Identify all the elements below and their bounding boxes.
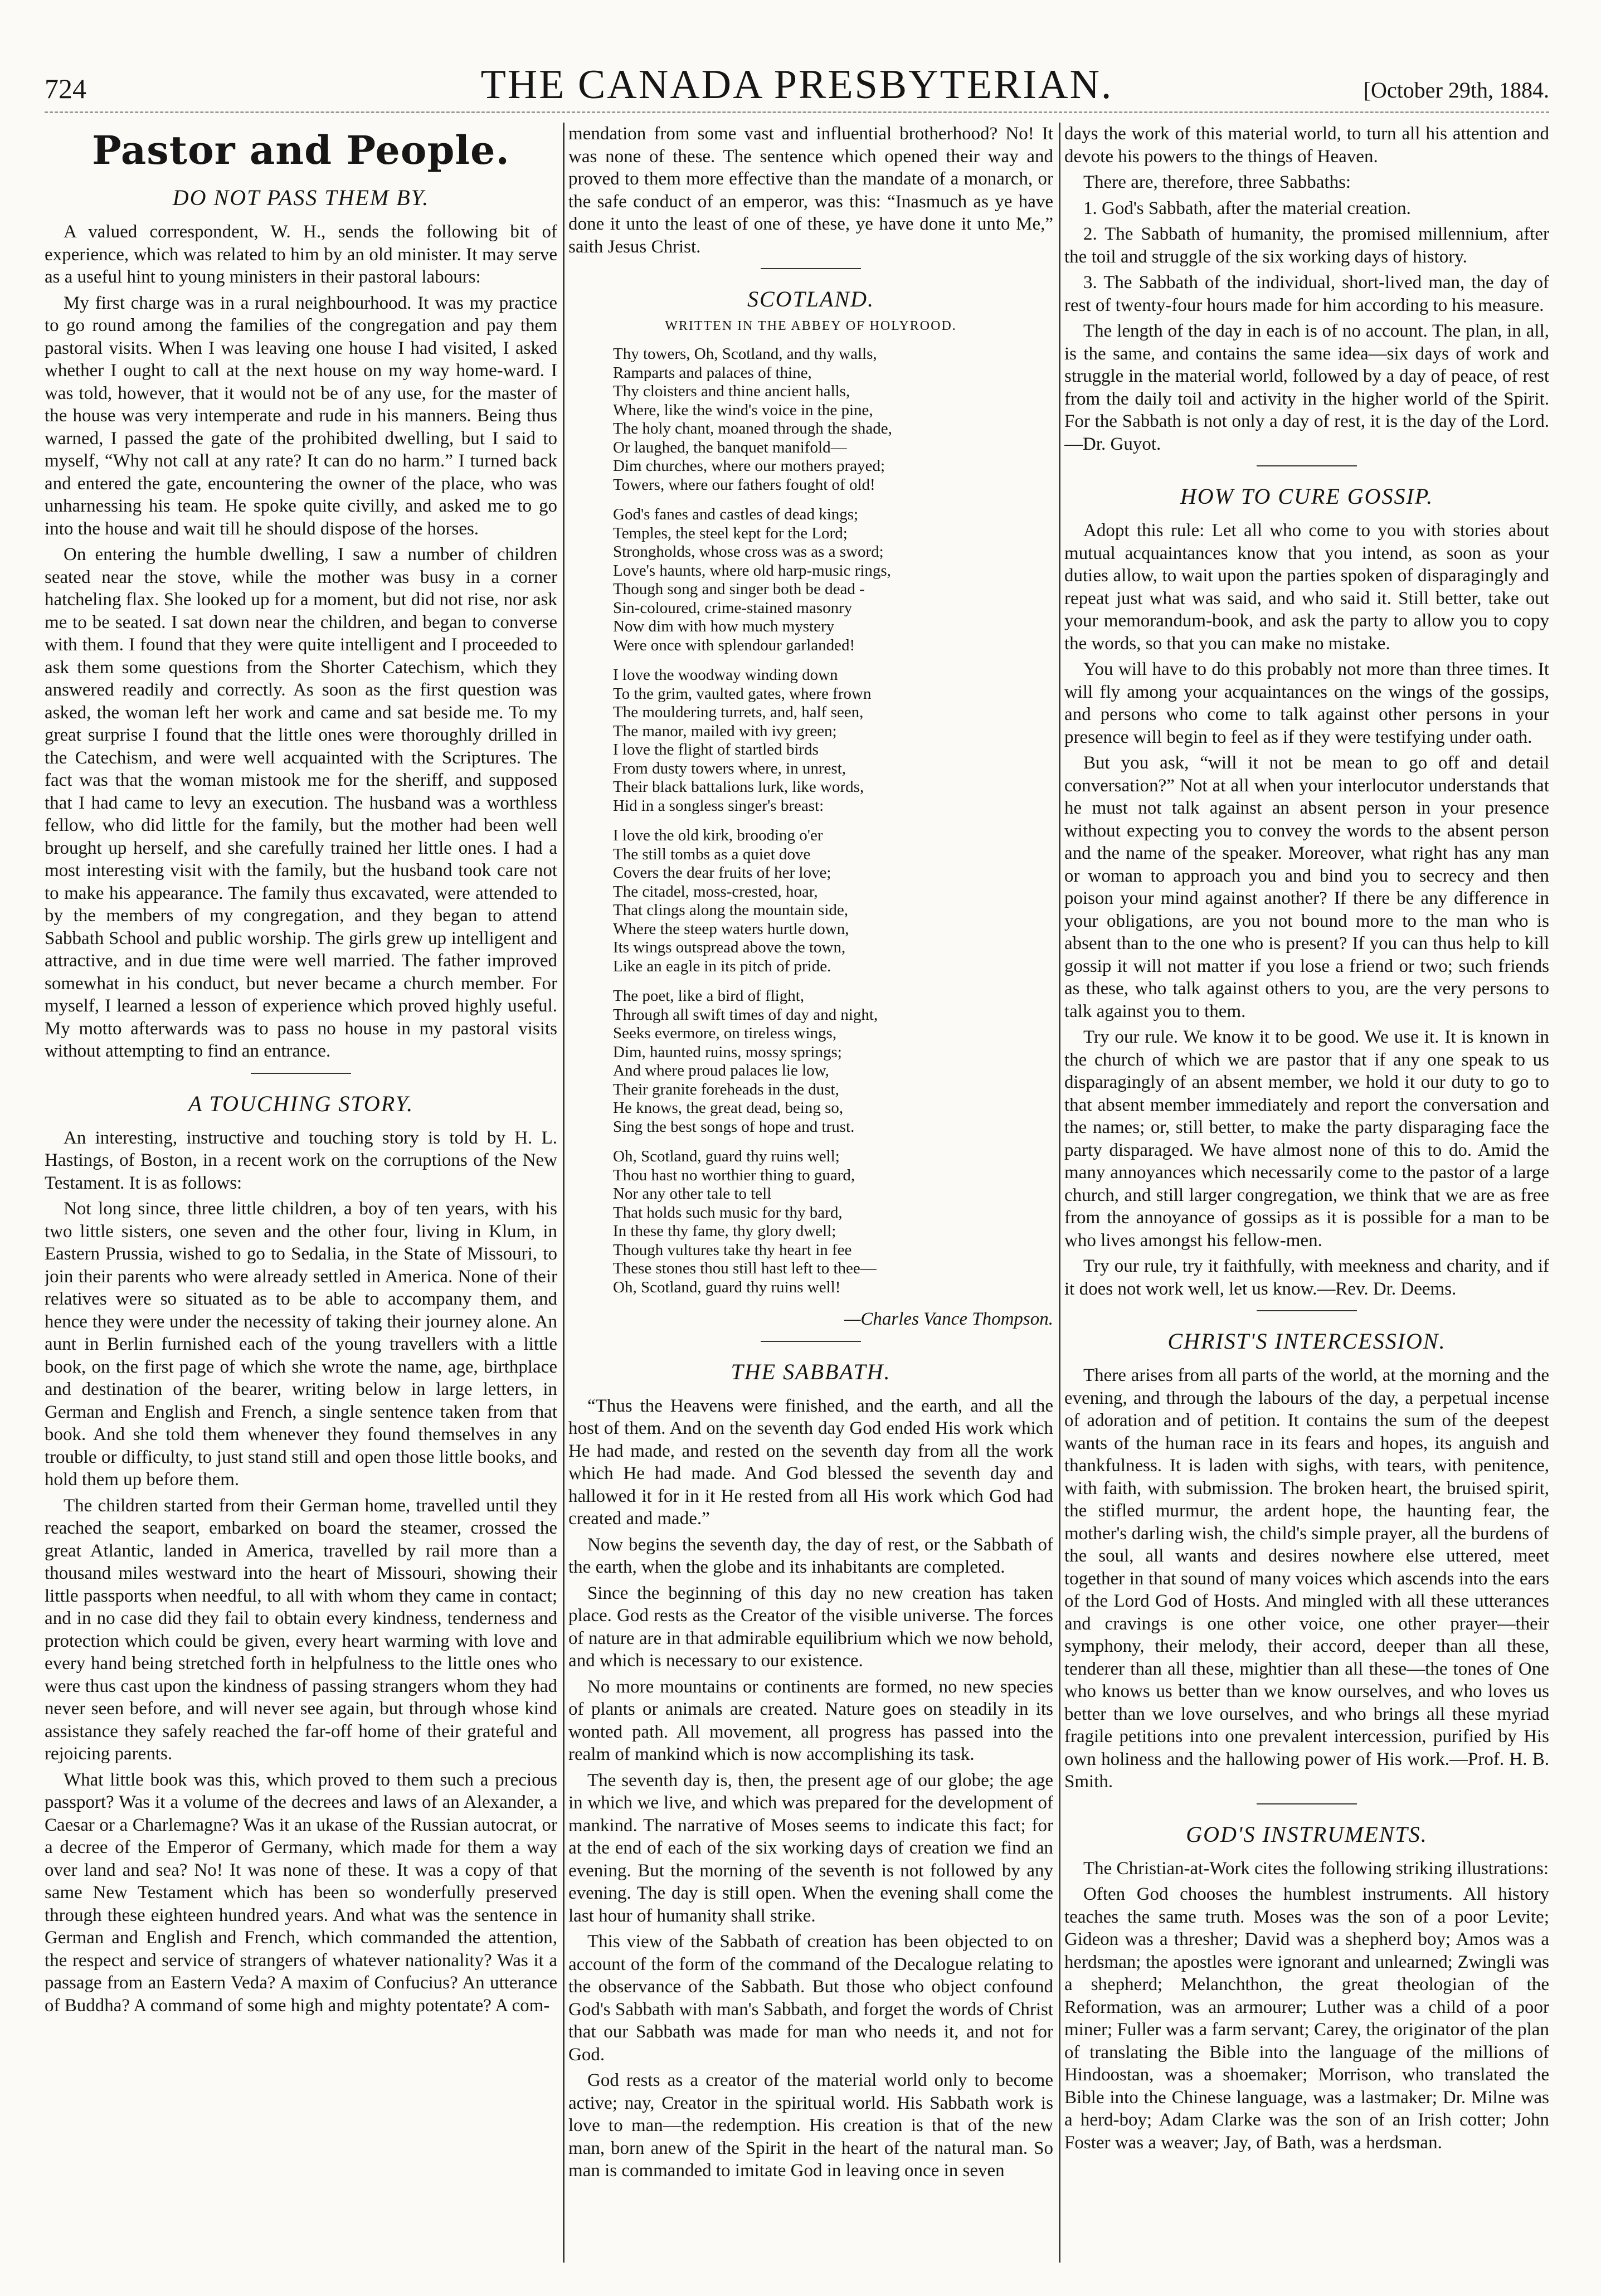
poem-line: Dim churches, where our mothers prayed; [613, 457, 885, 475]
poem-line: Temples, the steel kept for the Lord; [613, 524, 848, 542]
column-3 [1064, 123, 1549, 2263]
issue-date: [October 29th, 1884. [1363, 77, 1549, 103]
poem-line: Hid in a songless singer's breast: [613, 796, 824, 815]
poem-line: The mouldering turrets, and, half seen, [613, 703, 864, 721]
paragraph: Adopt this rule: Let all who come to you with stories about mutual acquaintances know that you intend, as soon as your duties allow, to wait upon the parties spoken of disparagingly and repeat just what was said, and who said it. Still better, take out your memorandum-book, and ask the party to allow you to copy the words, so that you can make no mistake. [1064, 521, 1549, 654]
paragraph: mendation from some vast and influential brotherhood? No! It was none of these. The sentence which opened their way and proved to them more effective than the mandate of a monarch, or the safe conduct of an emperor, was this: “Inasmuch as ye have done it unto the least of one of these, ye have done it unto Me,” saith Jesus Christ. [568, 124, 1053, 257]
poem-line: In these thy fame, thy glory dwell; [613, 1222, 836, 1240]
article-heading: CHRIST'S INTERCESSION. [1167, 1329, 1446, 1354]
section-rule [1257, 465, 1357, 466]
poem-stanza [568, 345, 1053, 494]
poem-line: The citadel, moss-crested, hoar, [613, 882, 818, 901]
poem-line: I love the woodway winding down [613, 666, 838, 684]
poem-line: Oh, Scotland, guard thy ruins well; [613, 1147, 840, 1165]
poem-line: Their black battalions lurk, like words, [613, 778, 864, 796]
poem-stanza [568, 505, 1053, 655]
paragraph: On entering the humble dwelling, I saw a number of children seated near the stove, while the mother was busy in a corner hatcheling flax. She looked up for a moment, but did not rise, nor ask me to be seated. I sat down near the children, and began to converse with them. I found that they were quite intelligent and I proceeded to ask them some questions from the Shorter Catechism, which they answered readily and correctly. As soon as the first question was asked, the woman left her work and came and sat beside me. To my great surprise I found that the little ones were thoroughly drilled in the Catechism, and were well acquainted with the Scriptures. The fact was that the woman mistook me for the sheriff, and supposed that I had came to levy an execution. The husband was a worthless fellow, who did little for the family, but the mother had been well brought up herself, and she carefully trained her little ones. I had a most interesting visit with the family, but the husband took care not to make his appearance. The family thus excavated, were attended to by the members of my congregation, and they began to attend Sabbath School and public worship. The girls grew up intelligent and attractive, and in due time were well married. The father improved somewhat in his conduct, but never became a church member. For myself, I learned a lesson of experience which proved highly useful. My motto afterwards was to pass no house in my pastoral visits without attempting to find an entrance. [45, 544, 557, 1061]
article-heading: DO NOT PASS THEM BY. [172, 185, 430, 210]
poem-stanza [568, 1147, 1053, 1297]
poem-line: To the grim, vaulted gates, where frown [613, 684, 872, 703]
poem-line: And where proud palaces lie low, [613, 1062, 829, 1079]
column-2 [568, 123, 1053, 2263]
poem-line: Ramparts and palaces of thine, [613, 363, 812, 382]
poem-line: Thy towers, Oh, Scotland, and thy walls, [613, 345, 877, 363]
paragraph: “Thus the Heavens were finished, and the earth, and all the host of them. And on the seventh day God ended His work which He had made, and rested on the seventh day from all the work which He had made. And God blessed the seventh day and hallowed it for in it He rested from all His work which God had created and made.” [568, 1395, 1053, 1529]
poem-line: Dim, haunted ruins, mossy springs; [613, 1043, 842, 1061]
page-header [45, 61, 1549, 111]
poem-line: Sing the best songs of hope and trust. [613, 1117, 855, 1136]
poem-author: —Charles Vance Thompson. [844, 1309, 1053, 1329]
poem-line: Covers the dear fruits of her love; [613, 864, 831, 882]
poem-stanza [568, 826, 1053, 976]
paragraph: There arises from all parts of the world, at the morning and the evening, and through the labours of the day, a perpetual incense of adoration and of petition. It contains the sum of the deepest wants of the human race in its fears and hopes, its anguish and thankfulness. It is laden with sighs, with tears, with penitence, with faith, with submission. The broken heart, the bruised spirit, the stifled murmur, the ardent hope, the haunting fear, the mother's darling wish, the child's simple prayer, all the burdens of the soul, all wants and desires nowhere else uttered, meet together in that sound of many voices which ascends into the ears of the Lord God of Hosts. And mingled with all these utterances and cravings is one other voice, one other prayer—their symphony, their melody, their accord, deeper than all these, tenderer than all these, mightier than all these—the tones of One who knows us better than we know ourselves, and who loves us better than we love ourselves, and who brings all these myriad fragile petitions into one prevalent intercession, purified by His own holiness and the hallowing power of His work.—Prof. H. B. Smith. [1064, 1365, 1549, 1792]
paragraph: God rests as a creator of the material world only to become active; nay, Creator in the spiritual world. His Sabbath work is love to man—the redemption. His creation is that of the new man, born anew of the Spirit in the heart of the natural man. So man is commanded to imitate God in leaving once in seven [568, 2070, 1053, 2181]
paragraph: The Christian-at-Work cites the following striking illustrations: [1083, 1858, 1549, 1879]
poem-line: Where, like the wind's voice in the pine, [613, 401, 873, 419]
poem-line: Thou hast no worthier thing to guard, [613, 1166, 855, 1184]
poem-line: He knows, the great dead, being so, [613, 1099, 844, 1117]
paragraph: An interesting, instructive and touching story is told by H. L. Hastings, of Boston, in a recent work on the corruptions of the New Testament. It is as follows: [45, 1127, 557, 1193]
paragraph: Since the beginning of this day no new creation has taken place. God rests as the Creator of the visible universe. The forces of nature are in that admirable equilibrium which we now behold, and which is necessary to our existence. [568, 1583, 1053, 1671]
poem-line: God's fanes and castles of dead kings; [613, 505, 859, 523]
section-rule [1257, 1310, 1357, 1311]
paragraph: There are, therefore, three Sabbaths: [1083, 172, 1351, 192]
poem-line: The manor, mailed with ivy green; [613, 722, 837, 740]
poem-stanza [568, 666, 1053, 815]
column-divider [1059, 123, 1060, 2263]
paragraph: You will have to do this probably not more than three times. It will fly among your acquaintances on the wings of the gossips, and persons who come to talk against other persons in your presence will begin to feel as if they were testifying under oath. [1064, 659, 1549, 747]
paragraph: Not long since, three little children, a boy of ten years, with his two little sisters, one seven and the other four, living in Klum, in Eastern Prussia, wished to go to Sedalia, in the State of Missouri, to join their parents who were already settled in America. None of their relatives were so situated as to be able to accompany them, and hence they were under the necessity of taking their journey alone. An aunt in Berlin furnished each of the young travellers with a little book, on the first page of which she wrote the name, age, birthplace and destination of the bearer, writing below in large letters, in German and English and French, a single sentence taken from that book. And she told them whenever they found themselves in any trouble or difficulty, to just stand still and open those little books, and hold them up before them. [45, 1199, 557, 1490]
page-number: 724 [45, 73, 86, 104]
poem-line: The poet, like a bird of flight, [613, 987, 805, 1005]
article-heading: SCOTLAND. [747, 286, 875, 312]
paragraph: The children started from their German home, travelled until they reached the seaport, embarked on board the steamer, crossed the great Atlantic, landed in America, travelled by rail more than a thousand miles westward into the heart of Missouri, showing their little passports when needful, to all with whom they came in contact; and in no case did they fail to obtain every kindness, tenderness and protection which could be given, every heart warming with love and every hand being stretched forth in helpfulness to the little ones who were thus cast upon the kindness of passing strangers whom they had never seen before, and will never see again, but through whose kind assistance they safely reached the far-off home of their grateful and rejoicing parents. [45, 1495, 557, 1764]
poem-line: Nor any other tale to tell [613, 1185, 772, 1203]
section-rule [761, 268, 861, 269]
paragraph: No more mountains or continents are formed, no new species of plants or animals are created. Nature goes on steadily in its wonted path. All movement, all progress has passed into the realm of mankind which is now accomplishing its task. [568, 1676, 1053, 1764]
poem-stanza [568, 987, 1053, 1136]
poem-line: Their granite foreheads in the dust, [613, 1080, 839, 1098]
paragraph: Try our rule. We know it to be good. We use it. It is known in the church of which we are pastor that if any one speak to us disparagingly of an absent member, we hold it our duty to go to that absent member immediately and report the conversation and the names; or, still better, to make the party disparaging face the party disparaged. We have almost none of this to do. Amid the many annoyances which necessarily come to the pastor of a large church, and still larger congregation, we think that we are as free from the annoyance of gossips as it is possible for a man to be who lives amongst his fellow-men. [1064, 1027, 1549, 1251]
poem-line: The holy chant, moaned through the shade, [613, 420, 892, 437]
list-item: 2. The Sabbath of humanity, the promised millennium, after the toil and struggle of the six working days of history. [1064, 224, 1549, 267]
article-heading: GOD'S INSTRUMENTS. [1186, 1821, 1428, 1847]
section-rule [761, 1341, 861, 1342]
poem-line: Where the steep waters hurtle down, [613, 920, 849, 938]
poem-line: From dusty towers where, in unrest, [613, 759, 846, 777]
poem-line: Seeks evermore, on tireless wings, [613, 1024, 837, 1042]
poem-line: Through all swift times of day and night, [613, 1005, 878, 1024]
publication-title: THE CANADA PRESBYTERIAN. [480, 62, 1113, 108]
paragraph: days the work of this material world, to turn all his attention and devote his powers to the things of Heaven. [1064, 124, 1549, 167]
poem-line: I love the flight of startled birds [613, 741, 819, 758]
poem-line: That clings along the mountain side, [613, 901, 849, 919]
poem-line: Though song and singer both be dead - [613, 580, 865, 598]
paragraph: The seventh day is, then, the present age of our globe; the age in which we live, and which was prepared for the development of mankind. The narrative of Moses seems to indicate this fact; for at the end of each of the six working days of creation we find an evening. But the morning of the seventh is not followed by any evening. The day is still open. When the evening shall come the last hour of humanity shall strike. [568, 1770, 1053, 1926]
poem-line: That holds such music for thy bard, [613, 1203, 843, 1222]
poem-line: Towers, where our fathers fought of old! [613, 475, 875, 494]
paragraph: Now begins the seventh day, the day of rest, or the Sabbath of the earth, when the globe and its inhabitants are completed. [568, 1534, 1053, 1577]
column-1 [45, 123, 557, 2263]
poem-line: Love's haunts, where old harp-music rings, [613, 561, 891, 580]
paragraph: The length of the day in each is of no account. The plan, in all, is the same, and contains the same idea—six days of work and struggle in the material world, followed by a day of peace, of rest from the daily toil and activity in the higher world of the Spirit. For the Sabbath is not only a day of rest, it is the day of the Lord.—Dr. Guyot. [1064, 321, 1549, 454]
poem [568, 345, 1053, 1331]
paragraph: This view of the Sabbath of creation has been objected to on account of the form of the command of the Decalogue relating to the observance of the Sabbath. But those who object confound God's Sabbath with man's Sabbath, and forget the words of Christ that our Sabbath was made for man who needs it, and not for God. [568, 1932, 1053, 2065]
poem-line: I love the old kirk, brooding o'er [613, 826, 823, 844]
poem-line: Were once with splendour garlanded! [613, 636, 855, 654]
poem-subheading: WRITTEN IN THE ABBEY OF HOLYROOD. [665, 319, 957, 333]
poem-line: Its wings outspread above the town, [613, 938, 846, 956]
poem-line: Thy cloisters and thine ancient halls, [613, 382, 850, 400]
section-rule [1257, 1803, 1357, 1804]
poem-line: Sin-coloured, crime-stained masonry [613, 599, 853, 617]
article-heading: HOW TO CURE GOSSIP. [1180, 484, 1434, 509]
paragraph: My first charge was in a rural neighbourhood. It was my practice to go round among the families of the congregation and pay them pastoral visits. When I was leaving one house I had visited, I asked whether I ought to call at the next house on my way home-ward. I was told, however, that it would not be of any use, for the master of the house was very intemperate and rude in his manners. Being thus warned, I passed the gate of the prohibited dwelling, but I said to myself, “Why not call at any rate? It can do no harm.” I turned back and entered the gate, encountering the owner of the place, who was unharnessing his team. He spoke quite civilly, and asked me to go into the house and wait till he should dispose of the horses. [45, 293, 557, 539]
poem-line: The still tombs as a quiet dove [613, 845, 811, 863]
poem-line: Though vultures take thy heart in fee [613, 1241, 852, 1259]
poem-line: Like an eagle in its pitch of pride. [613, 957, 831, 975]
list-item: 3. The Sabbath of the individual, short-lived man, the day of rest of twenty-four hours made for him according to his measure. [1064, 273, 1549, 315]
department-heading: Pastor and People. [92, 127, 510, 173]
article-heading: A TOUCHING STORY. [188, 1091, 414, 1116]
list-item: 1. God's Sabbath, after the material creation. [1083, 198, 1411, 218]
article-heading: THE SABBATH. [731, 1359, 891, 1384]
header-rule [45, 111, 1549, 113]
paragraph: Try our rule, try it faithfully, with meekness and charity, and if it does not work well, let us know.—Rev. Dr. Deems. [1064, 1256, 1549, 1299]
poem-line: Or laughed, the banquet manifold— [613, 438, 847, 456]
poem-line: Now dim with how much mystery [613, 617, 835, 635]
paragraph: Often God chooses the humblest instruments. All history teaches the same truth. Moses was the son of a poor Levite; Gideon was a thresher; David was a shepherd boy; Amos was a herdsman; the apostles were ignorant and unlearned; Zwingli was a shepherd; Melanchthon, the great theologian of the Reformation, was an armourer; Luther was a child of a poor miner; Fuller was a farm servant; Carey, the originator of the plan of translating the Bible into the language of the millions of Hindoostan, was a shoemaker; Morrison, who translated the Bible into the Chinese language, was a lastmaker; Dr. Milne was a herd-boy; Adam Clarke was the son of an Irish cotter; John Foster was a weaver; Jay, of Bath, was a herdsman. [1064, 1884, 1549, 2153]
column-divider [563, 123, 565, 2263]
poem-line: Oh, Scotland, guard thy ruins well! [613, 1278, 841, 1296]
paragraph: A valued correspondent, W. H., sends the following bit of experience, which was related to him by an old minister. It may serve as a useful hint to young ministers in their pastoral labours: [45, 222, 557, 287]
section-rule [251, 1073, 351, 1074]
poem-line: Strongholds, whose cross was as a sword; [613, 543, 884, 561]
paragraph: What little book was this, which proved to them such a precious passport? Was it a volume of the decrees and laws of an Alexander, a Caesar or a Charlemagne? Was it an ukase of the Russian autocrat, or a decree of the Emperor of Germany, which made for them a way over land and sea? No! It was none of these. It was a copy of that same New Testament which has been so wonderfully preserved through these eighteen hundred years. And what was the sentence in German and English and French, which commanded the attention, the respect and service of strangers of whatever nationality? Was it a passage from an Eastern Veda? A maxim of Confucius? An utterance of Buddha? A command of some high and mighty potentate? A com- [45, 1769, 557, 2016]
paragraph: But you ask, “will it not be mean to go off and detail conversation?” Not at all when your interlocutor understands that he must not talk against an absent person in your presence without expecting you to convey the words to the absent person and the name of the speaker. Moreover, what right has any man or woman to approach you and bind you to secrecy and then poison your mind against another? If there be any difference in your obligations, are you not bound more to the man who is absent than to the one who is present? If you can thus help to kill gossip it will not matter if you lose a friend or two; such friends as these, who talk against others to you, are the very persons to talk against you to them. [1064, 753, 1549, 1021]
poem-line: These stones thou still hast left to thee— [613, 1259, 877, 1277]
